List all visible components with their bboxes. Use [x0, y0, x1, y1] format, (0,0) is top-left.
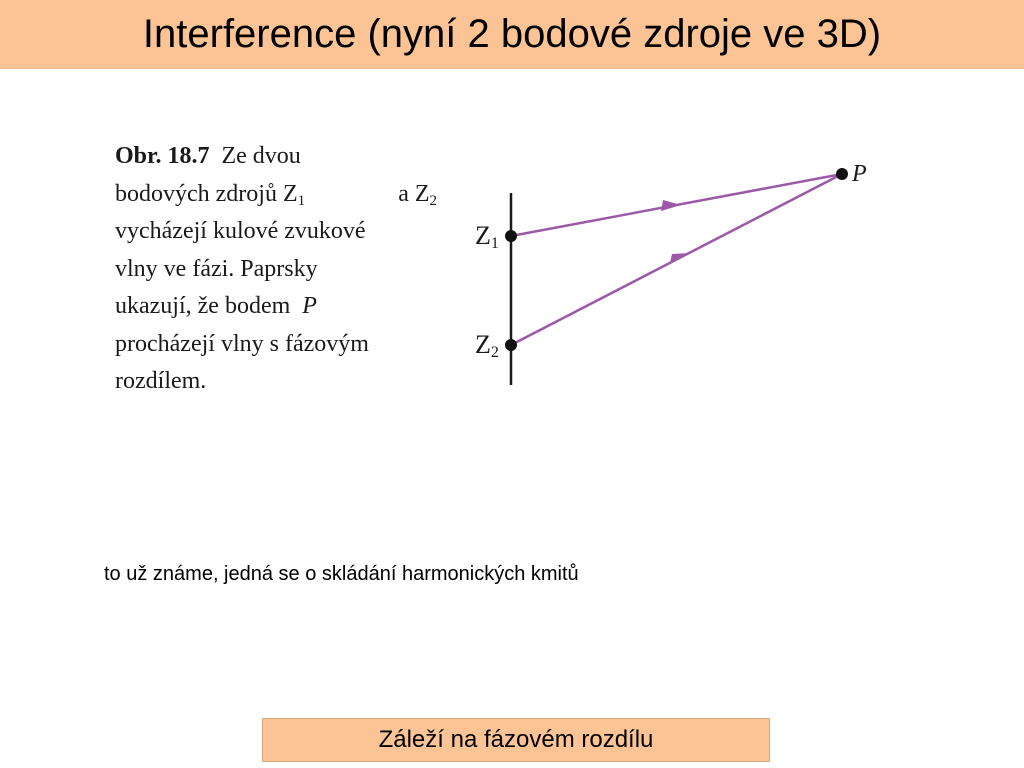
- source-z2-sub: 2: [490, 344, 499, 361]
- caption-line-2-text: bodových zdrojů Z: [115, 180, 298, 207]
- slide-title: Interference (nyní 2 bodové zdroje ve 3D): [142, 12, 882, 56]
- caption-line-5-text: ukazují, že bodem: [115, 293, 291, 319]
- caption-sub-1: 1: [297, 192, 306, 209]
- point-p-dot: [836, 168, 848, 180]
- body-text: to už známe, jedná se o skládání harmonických kmitů: [104, 563, 579, 585]
- source-z1-label: [475, 221, 499, 252]
- caption-line-6: procházejí vlny s fázovým: [115, 330, 369, 357]
- ray-1-arrowhead: [661, 200, 681, 211]
- caption-line-3: vycházejí kulové zvukové: [115, 218, 366, 244]
- source-z2-dot: [505, 339, 517, 351]
- caption-point-p: P: [302, 293, 317, 319]
- source-z1-sub: 1: [490, 235, 499, 252]
- caption-line-7: rozdílem.: [115, 368, 207, 394]
- ray-2-arrowhead: [670, 253, 690, 263]
- source-z2-letter: Z: [475, 330, 491, 359]
- source-z1-letter: Z: [475, 221, 491, 250]
- caption-figure-label: Obr. 18.7: [115, 143, 210, 169]
- caption-line-1-text: Ze dvou: [221, 143, 301, 169]
- caption-sub-2: 2: [429, 192, 437, 209]
- caption-line-4: vlny ve fázi. Paprsky: [115, 255, 318, 282]
- source-z1-dot: [505, 230, 517, 242]
- callout-box: [262, 718, 770, 762]
- callout-text: Záleží na fázovém rozdílu: [378, 726, 654, 753]
- point-p-label: P: [852, 161, 867, 187]
- caption-line-2-mid: a Z: [398, 180, 430, 207]
- source-z2-label: [475, 330, 499, 361]
